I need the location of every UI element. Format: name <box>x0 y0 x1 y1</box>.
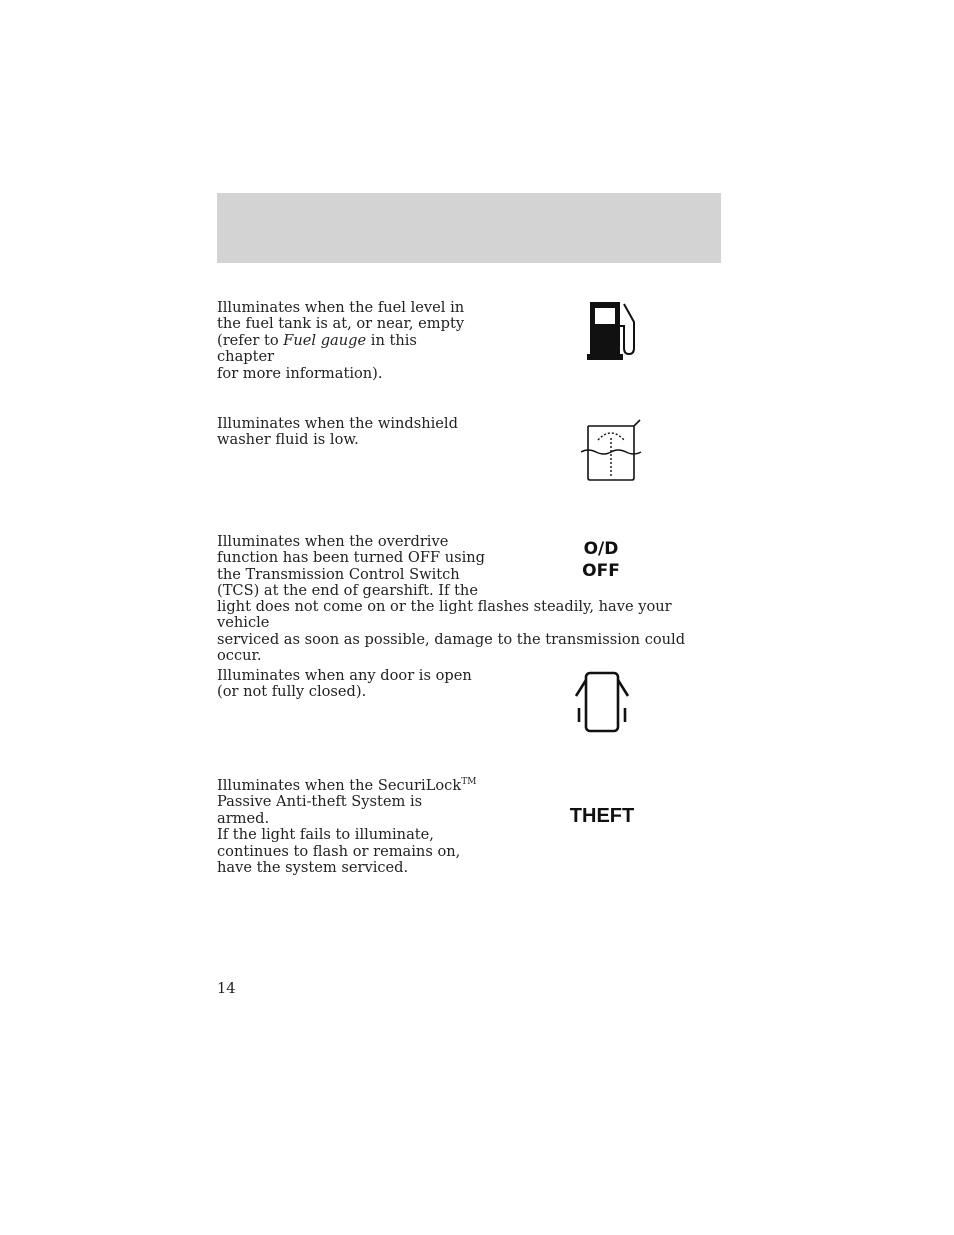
door-ajar-icon <box>572 670 632 738</box>
page-number: 14 <box>217 980 236 997</box>
washer-warning-text: Illuminates when the windshield washer fluid is low. <box>217 415 458 449</box>
overdrive-warning-text-bottom: light does not come on or the light flashes steadily, have your vehicle serviced as soon as possible, damage to the transmission could occur. <box>217 598 686 665</box>
section-header-band <box>217 193 721 263</box>
theft-warning-text: Illuminates when the SecuriLock™ Passive Anti-theft System is armed. If the light fails to illuminate, continues to flash or remains on, have the system serviced. <box>217 777 477 877</box>
door-warning-text: Illuminates when any door is open (or not fully closed). <box>217 667 472 701</box>
overdrive-off-icon <box>571 538 631 582</box>
theft-indicator-icon: THEFT <box>569 805 635 827</box>
trademark-symbol: TM <box>461 777 477 787</box>
overdrive-icon-line1: O/D <box>583 539 619 559</box>
washer-fluid-icon <box>578 418 644 486</box>
overdrive-icon-line2: OFF <box>582 561 620 581</box>
fuel-gauge-reference: Fuel gauge <box>283 331 367 349</box>
fuel-pump-icon <box>586 300 640 366</box>
overdrive-warning-text-top: Illuminates when the overdrive function has been turned OFF using the Transmission Control Switch (TCS) at the end of gearshift. If the <box>217 533 486 600</box>
fuel-warning-text: Illuminates when the fuel level in the fuel tank is at, or near, empty (refer to Fuel gauge in this chapter for more information). <box>217 299 465 382</box>
